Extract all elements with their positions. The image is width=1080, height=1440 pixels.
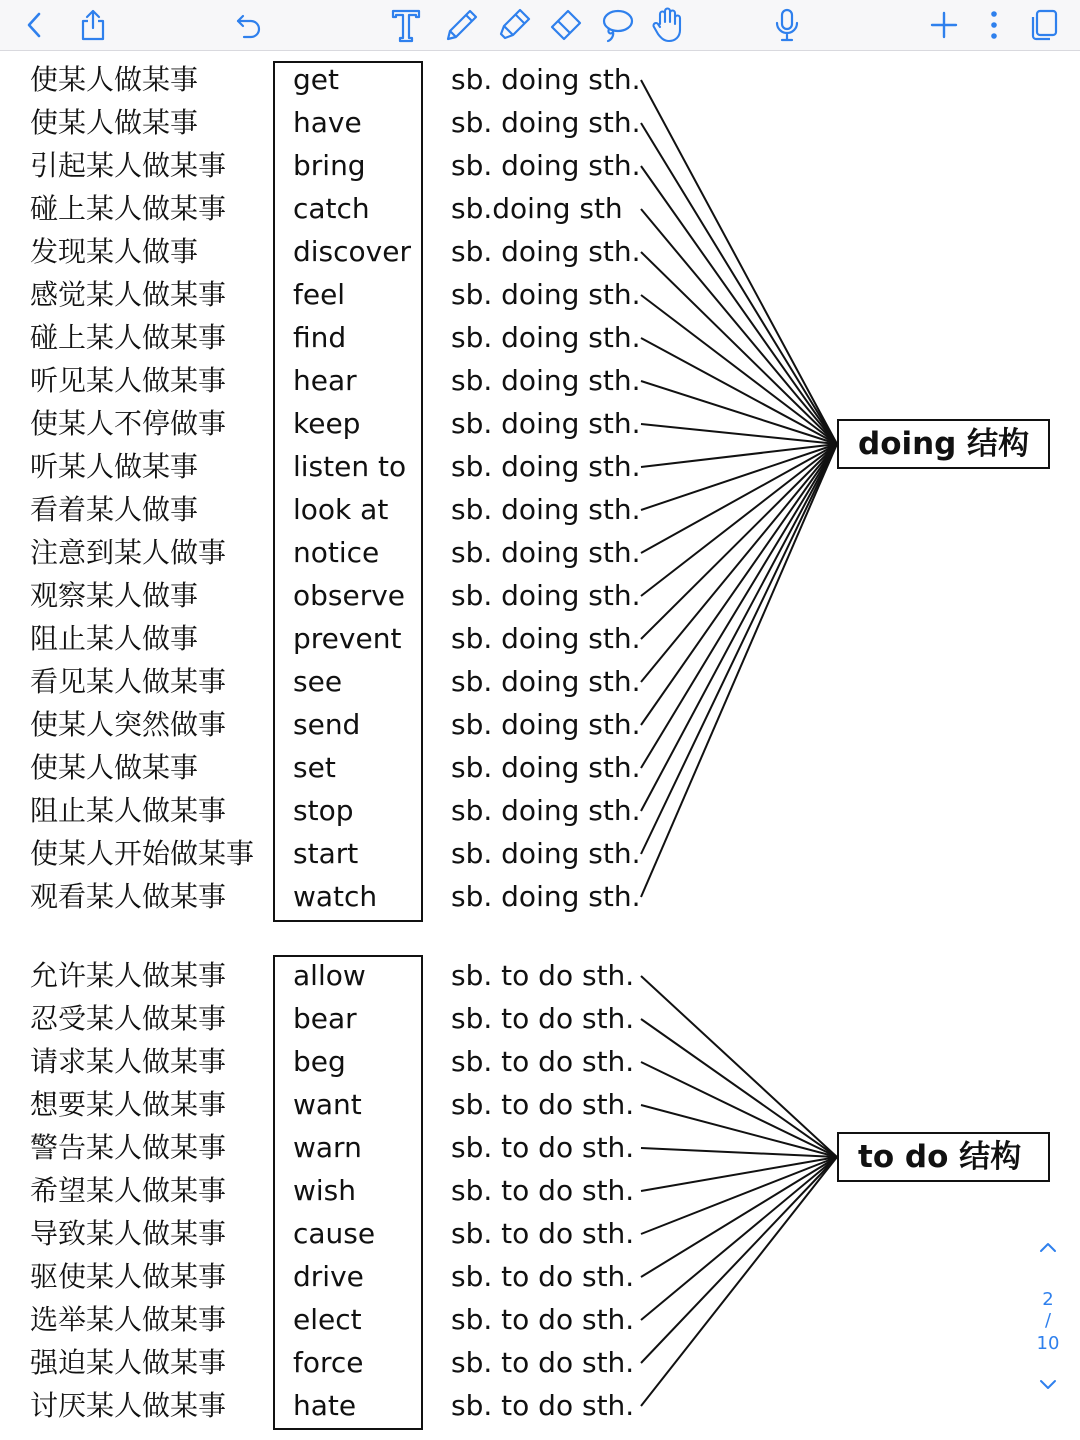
connector-line: [641, 444, 837, 467]
english-verb: get: [293, 63, 339, 96]
chinese-meaning: 忍受某人做某事: [30, 1002, 227, 1035]
chinese-meaning: 观看某人做某事: [30, 880, 227, 913]
chinese-meaning: 使某人不停做事: [30, 407, 227, 440]
english-verb: observe: [293, 579, 406, 612]
connector-line: [641, 976, 837, 1157]
chinese-meaning: 使某人做某事: [30, 106, 199, 139]
structure-pattern: sb. to do sth.: [451, 1346, 635, 1379]
structure-pattern: sb. to do sth.: [451, 1131, 635, 1164]
toolbar: [0, 0, 1080, 51]
english-verb: see: [293, 665, 343, 698]
chinese-meaning: 选举某人做某事: [30, 1303, 227, 1336]
chinese-meaning: 碰上某人做某事: [30, 192, 227, 225]
structure-pattern: sb. to do sth.: [451, 1174, 635, 1207]
structure-pattern: sb. doing sth.: [451, 579, 641, 612]
structure-pattern: sb. doing sth.: [451, 837, 641, 870]
chinese-meaning: 请求某人做某事: [30, 1045, 227, 1078]
chinese-meaning: 听见某人做某事: [30, 364, 227, 397]
english-verb: prevent: [293, 622, 402, 655]
english-verb: bring: [293, 149, 366, 182]
english-verb: send: [293, 708, 361, 741]
chinese-meaning: 驱使某人做某事: [30, 1260, 227, 1293]
english-verb: feel: [293, 278, 346, 311]
pages-icon[interactable]: [1022, 3, 1066, 47]
connector-lines: [0, 51, 1080, 1440]
structure-pattern: sb. to do sth.: [451, 1002, 635, 1035]
doing-structure-label: doing 结构: [837, 419, 1050, 469]
page-number-current: 2: [1042, 1289, 1054, 1310]
pen-icon[interactable]: [440, 3, 484, 47]
english-verb: catch: [293, 192, 370, 225]
connector-line: [641, 444, 837, 897]
connector-line: [641, 1157, 837, 1406]
chinese-meaning: 想要某人做某事: [30, 1088, 227, 1121]
chinese-meaning: 使某人突然做事: [30, 708, 227, 741]
connector-line: [641, 1019, 837, 1157]
english-verb: hear: [293, 364, 357, 397]
english-verb: beg: [293, 1045, 346, 1078]
structure-pattern: sb. doing sth.: [451, 751, 641, 784]
connector-line: [641, 295, 837, 444]
english-verb: stop: [293, 794, 354, 827]
chinese-meaning: 讨厌某人做某事: [30, 1389, 227, 1422]
chevron-down-icon[interactable]: [1026, 1376, 1070, 1397]
chinese-meaning: 使某人开始做某事: [30, 837, 255, 870]
structure-pattern: sb. doing sth.: [451, 450, 641, 483]
structure-pattern: sb. doing sth.: [451, 235, 641, 268]
chinese-meaning: 允许某人做某事: [30, 959, 227, 992]
notebook-page[interactable]: [0, 51, 1080, 1440]
structure-pattern: sb. doing sth.: [451, 278, 641, 311]
chinese-meaning: 导致某人做某事: [30, 1217, 227, 1250]
structure-pattern: sb. doing sth.: [451, 622, 641, 655]
structure-pattern: sb. to do sth.: [451, 1088, 635, 1121]
english-verb: force: [293, 1346, 364, 1379]
connector-line: [641, 444, 837, 639]
structure-pattern: sb. doing sth.: [451, 407, 641, 440]
english-verb: allow: [293, 959, 366, 992]
connector-line: [641, 444, 837, 854]
structure-pattern: sb. doing sth.: [451, 63, 641, 96]
english-verb: bear: [293, 1002, 357, 1035]
todo-structure-label: to do 结构: [837, 1132, 1050, 1182]
chinese-meaning: 看着某人做事: [30, 493, 199, 526]
english-verb: set: [293, 751, 336, 784]
chinese-meaning: 使某人做某事: [30, 63, 199, 96]
english-verb: keep: [293, 407, 361, 440]
chinese-meaning: 使某人做某事: [30, 751, 199, 784]
english-verb: wish: [293, 1174, 357, 1207]
add-icon[interactable]: [922, 3, 966, 47]
english-verb: watch: [293, 880, 378, 913]
chinese-meaning: 观察某人做事: [30, 579, 199, 612]
english-verb: drive: [293, 1260, 364, 1293]
chevron-up-icon[interactable]: [1026, 1238, 1070, 1259]
eraser-icon[interactable]: [543, 3, 587, 47]
structure-pattern: sb. doing sth.: [451, 794, 641, 827]
structure-pattern: sb. doing sth.: [451, 493, 641, 526]
english-verb: cause: [293, 1217, 376, 1250]
structure-pattern: sb. to do sth.: [451, 1217, 635, 1250]
chinese-meaning: 感觉某人做某事: [30, 278, 227, 311]
connector-line: [641, 166, 837, 444]
english-verb: discover: [293, 235, 411, 268]
english-verb: warn: [293, 1131, 362, 1164]
structure-pattern: sb. doing sth.: [451, 708, 641, 741]
chinese-meaning: 阻止某人做某事: [30, 794, 227, 827]
chinese-meaning: 引起某人做某事: [30, 149, 227, 182]
structure-pattern: sb. to do sth.: [451, 959, 635, 992]
hand-icon[interactable]: [646, 3, 690, 47]
english-verb: elect: [293, 1303, 362, 1336]
lasso-icon[interactable]: [595, 3, 639, 47]
chinese-meaning: 警告某人做某事: [30, 1131, 227, 1164]
structure-pattern: sb. doing sth.: [451, 106, 641, 139]
english-verb: have: [293, 106, 362, 139]
chinese-meaning: 看见某人做某事: [30, 665, 227, 698]
chinese-meaning: 阻止某人做事: [30, 622, 199, 655]
structure-pattern: sb. to do sth.: [451, 1303, 635, 1336]
text-tool-icon[interactable]: [384, 3, 428, 47]
english-verb: notice: [293, 536, 380, 569]
connector-line: [641, 209, 837, 444]
connector-line: [641, 123, 837, 444]
structure-pattern: sb. doing sth.: [451, 880, 641, 913]
chinese-meaning: 注意到某人做事: [30, 536, 227, 569]
undo-icon[interactable]: [227, 3, 271, 47]
structure-pattern: sb. doing sth.: [451, 665, 641, 698]
connector-line: [641, 1062, 837, 1157]
english-verb: want: [293, 1088, 362, 1121]
chevron-left-icon[interactable]: [13, 3, 57, 47]
connector-line: [641, 444, 837, 682]
structure-pattern: sb. doing sth.: [451, 149, 641, 182]
share-icon[interactable]: [71, 3, 115, 47]
english-verb: hate: [293, 1389, 357, 1422]
page-number-separator: /: [1044, 1310, 1052, 1331]
chinese-meaning: 强迫某人做某事: [30, 1346, 227, 1379]
connector-line: [641, 1157, 837, 1320]
structure-pattern: sb. to do sth.: [451, 1045, 635, 1078]
connector-line: [641, 444, 837, 596]
microphone-icon[interactable]: [765, 3, 809, 47]
english-verb: look at: [293, 493, 389, 526]
structure-pattern: sb. to do sth.: [451, 1260, 635, 1293]
structure-pattern: sb. doing sth.: [451, 321, 641, 354]
more-icon[interactable]: [972, 3, 1016, 47]
structure-pattern: sb. doing sth.: [451, 536, 641, 569]
structure-pattern: sb. to do sth.: [451, 1389, 635, 1422]
connector-line: [641, 252, 837, 444]
connector-line: [641, 444, 837, 725]
chinese-meaning: 听某人做某事: [30, 450, 199, 483]
english-verb: find: [293, 321, 347, 354]
highlighter-icon[interactable]: [492, 3, 536, 47]
chinese-meaning: 希望某人做某事: [30, 1174, 227, 1207]
page-number-total: 10: [1036, 1333, 1060, 1354]
chinese-meaning: 发现某人做事: [30, 235, 199, 268]
english-verb: listen to: [293, 450, 407, 483]
chinese-meaning: 碰上某人做某事: [30, 321, 227, 354]
english-verb: start: [293, 837, 359, 870]
structure-pattern: sb. doing sth.: [451, 364, 641, 397]
connector-line: [641, 444, 837, 768]
structure-pattern: sb.doing sth: [451, 192, 623, 225]
